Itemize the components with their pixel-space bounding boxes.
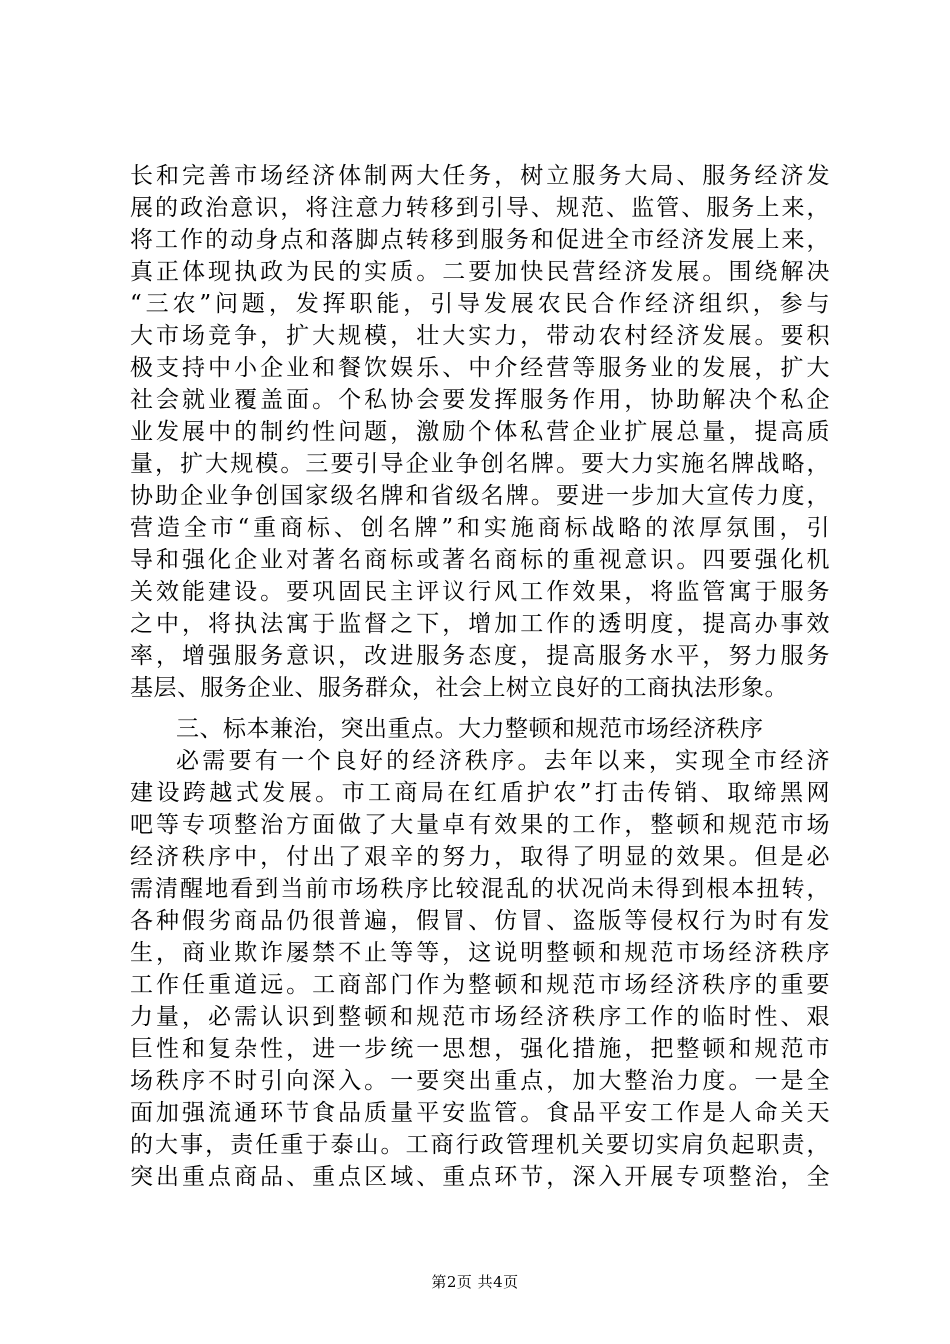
text-line: 协助企业争创国家级名牌和省级名牌。要进一步加大宣传力度，	[130, 483, 830, 509]
text-line: 大市场竞争，扩大规模，壮大实力，带动农村经济发展。要积	[130, 323, 830, 349]
text-line: 展的政治意识，将注意力转移到引导、规范、监管、服务上来，	[130, 195, 830, 221]
text-line: 巨性和复杂性，进一步统一思想，强化措施，把整顿和规范市	[130, 1036, 830, 1062]
text-line: 将工作的动身点和落脚点转移到服务和促进全市经济发展上来，	[130, 227, 830, 253]
text-line: 需清醒地看到当前市场秩序比较混乱的状况尚未得到根本扭转，	[130, 876, 830, 902]
text-line: 导和强化企业对著名商标或著名商标的重视意识。四要强化机	[130, 547, 830, 573]
text-line: 经济秩序中，付出了艰辛的努力，取得了明显的效果。但是必	[130, 844, 830, 870]
text-line: 生，商业欺诈屡禁不止等等，这说明整顿和规范市场经济秩序	[130, 940, 830, 966]
text-line: 场秩序不时引向深入。一要突出重点，加大整治力度。一是全	[130, 1068, 830, 1094]
text-line: 率，增强服务意识，改进服务态度，提高服务水平，努力服务	[130, 643, 830, 669]
page-number-footer: 第2页 共4页	[431, 1273, 519, 1291]
text-line: 社会就业覆盖面。个私协会要发挥服务作用，协助解决个私企	[130, 387, 830, 413]
text-line: 突出重点商品、重点区域、重点环节，深入开展专项整治，全	[130, 1164, 830, 1190]
text-line: 长和完善市场经济体制两大任务，树立服务大局、服务经济发	[130, 163, 830, 189]
text-line: 建设跨越式发展。市工商局在红盾护农”打击传销、取缔黑网	[130, 780, 830, 806]
text-line: 必需要有一个良好的经济秩序。去年以来，实现全市经济	[176, 748, 830, 774]
text-line: 业发展中的制约性问题，激励个体私营企业扩展总量，提高质	[130, 419, 830, 445]
text-line: 面加强流通环节食品质量平安监管。食品平安工作是人命关天	[130, 1100, 830, 1126]
text-line: 极支持中小企业和餐饮娱乐、中介经营等服务业的发展，扩大	[130, 355, 830, 381]
text-line: 关效能建设。要巩固民主评议行风工作效果，将监管寓于服务	[130, 579, 830, 605]
paragraph-continuation	[130, 160, 830, 704]
text-line: 营造全市“重商标、创名牌”和实施商标战略的浓厚氛围，引	[130, 515, 830, 541]
text-line: 量，扩大规模。三要引导企业争创名牌。要大力实施名牌战略，	[130, 451, 830, 477]
text-line: 吧等专项整治方面做了大量卓有效果的工作，整顿和规范市场	[130, 812, 830, 838]
text-line: 基层、服务企业、服务群众，社会上树立良好的工商执法形象。	[130, 675, 788, 701]
text-line: 真正体现执政为民的实质。二要加快民营经济发展。围绕解决	[130, 259, 830, 285]
text-line: 之中，将执法寓于监督之下，增加工作的透明度，提高办事效	[130, 611, 830, 637]
section-three	[130, 713, 830, 1193]
text-line: “三农”问题，发挥职能，引导发展农民合作经济组织，参与	[130, 291, 830, 317]
section-heading: 三、标本兼治，突出重点。大力整顿和规范市场经济秩序	[176, 716, 764, 742]
text-line: 的大事，责任重于泰山。工商行政管理机关要切实肩负起职责，	[130, 1132, 830, 1158]
text-line: 各种假劣商品仍很普遍，假冒、仿冒、盗版等侵权行为时有发	[130, 908, 830, 934]
text-line: 工作任重道远。工商部门作为整顿和规范市场经济秩序的重要	[130, 972, 830, 998]
text-line: 力量，必需认识到整顿和规范市场经济秩序工作的临时性、艰	[130, 1004, 830, 1030]
